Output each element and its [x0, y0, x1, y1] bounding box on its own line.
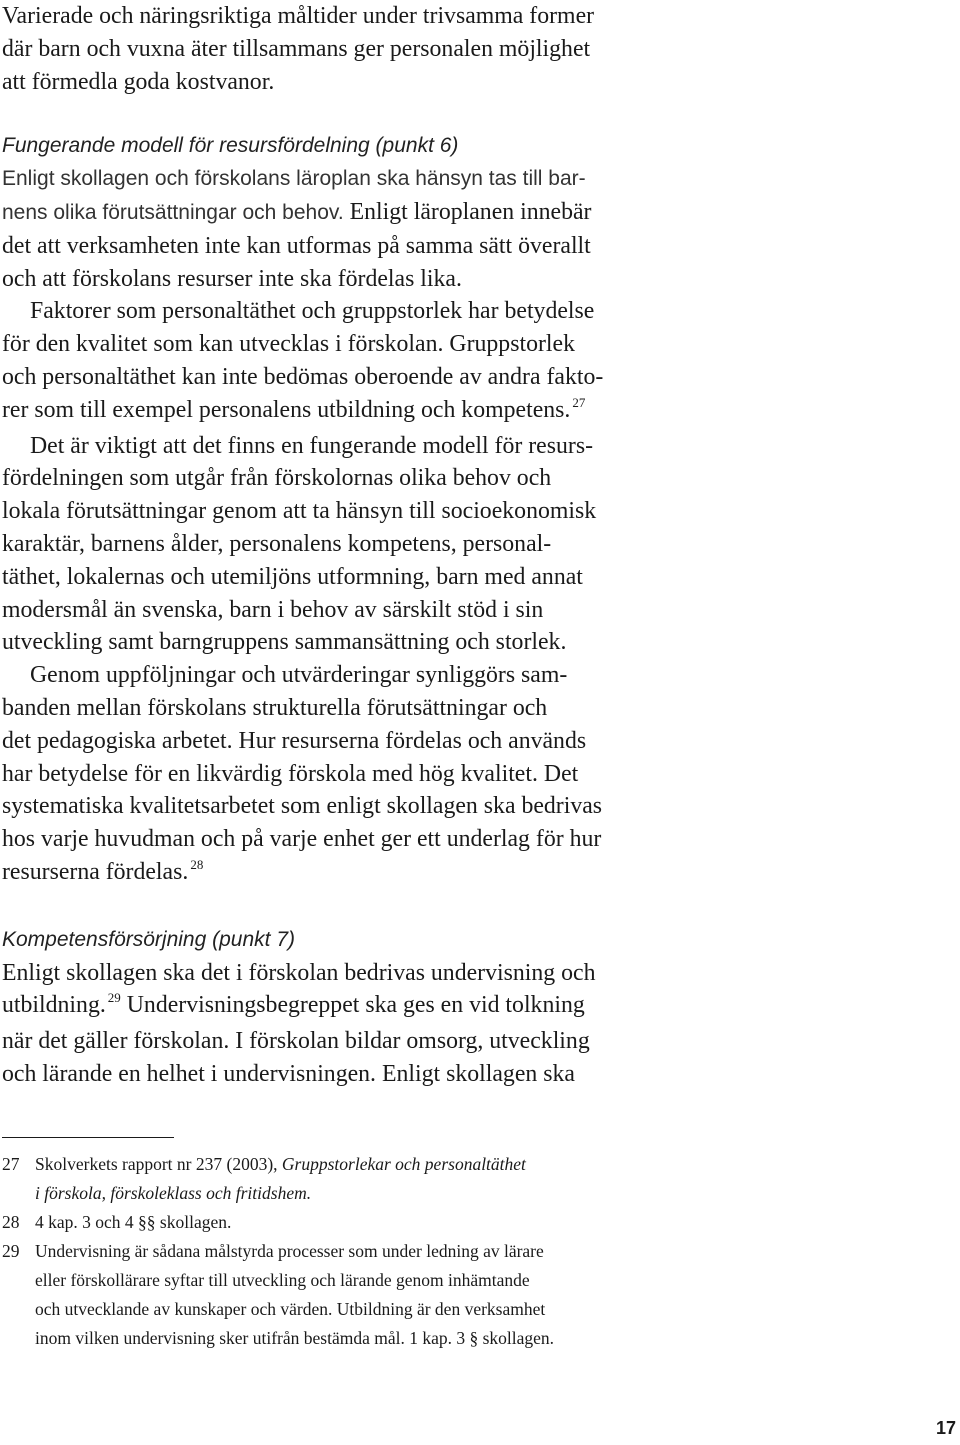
- footnote-number: 29: [2, 1241, 20, 1261]
- footnote-ref: 28: [190, 856, 204, 872]
- text-line: Faktorer som personaltäthet och gruppstorlek har betydelse: [30, 298, 595, 325]
- text-fragment: resurserna fördelas.: [2, 858, 189, 885]
- footnote-line: [2, 1208, 702, 1237]
- main-text: [2, 0, 662, 1091]
- footnote-divider: [2, 1137, 174, 1138]
- text-line: karaktär, barnens ålder, personalens kompetens, personal-: [2, 530, 552, 557]
- text-line: [2, 989, 662, 1025]
- text-fragment: 4 kap. 3 och 4 §§ skollagen.: [35, 1212, 232, 1232]
- footnote-27: [2, 1150, 702, 1208]
- text-line: täthet, lokalernas och utemiljöns utformning, barn med annat: [2, 563, 583, 590]
- text-line: Det är viktigt att det finns en fungerande modell för resurs-: [30, 432, 594, 459]
- text-line: systematiska kvalitetsarbetet som enligt skollagen ska bedrivas: [2, 793, 603, 820]
- text-fragment: Skolverkets rapport nr 237 (2003),: [35, 1154, 282, 1174]
- text-line: och lärande en helhet i undervisningen. Enligt skollagen ska: [2, 1060, 575, 1087]
- text-fragment: nens olika förutsättningar och behov.: [2, 200, 344, 224]
- text-line: och personaltäthet kan inte bedömas oberoende av andra fakto-: [2, 363, 604, 390]
- intro-paragraph: [2, 0, 662, 98]
- footnote-line: [2, 1150, 702, 1179]
- text-line: där barn och vuxna äter tillsammans ger personalen möjlighet: [2, 35, 591, 62]
- text-line: det att verksamheten inte kan utformas på samma sätt överallt: [2, 232, 591, 259]
- text-line: banden mellan förskolans strukturella förutsättningar och: [2, 694, 548, 721]
- text-line: har betydelse för en likvärdig förskola med hög kvalitet. Det: [2, 760, 579, 787]
- section-heading: Fungerande modell för resursfördelning (punkt 6): [2, 134, 459, 158]
- text-line: när det gäller förskolan. I förskolan bildar omsorg, utveckling: [2, 1028, 590, 1055]
- footnote-line: eller förskollärare syftar till utveckling och lärande genom inhämtande: [35, 1270, 530, 1290]
- text-line: [2, 394, 662, 430]
- footnote-line: inom vilken undervisning sker utifrån bestämda mål. 1 kap. 3 § skollagen.: [35, 1328, 555, 1348]
- text-fragment: Undervisning är sådana målstyrda processer som under ledning av lärare: [35, 1241, 544, 1261]
- section-resource-allocation: [2, 130, 662, 891]
- text-line: Enligt skollagen ska det i förskolan bedrivas undervisning och: [2, 959, 596, 986]
- footnote-line: och utvecklande av kunskaper och värden. Utbildning är den verksamhet: [35, 1299, 546, 1319]
- text-fragment: Undervisningsbegreppet ska ges en vid tolkning: [120, 992, 585, 1019]
- text-line: Genom uppföljningar och utvärderingar synliggörs sam-: [30, 662, 568, 689]
- text-fragment: utbildning.: [2, 992, 106, 1019]
- text-line: lokala förutsättningar genom att ta hänsyn till socioekonomisk: [2, 498, 597, 525]
- footnote-number: 28: [2, 1212, 20, 1232]
- footnote-line: i förskola, förskoleklass och fritidshem.: [35, 1183, 312, 1203]
- section-heading: Kompetensförsörjning (punkt 7): [2, 927, 295, 951]
- footnote-number: 27: [2, 1154, 20, 1174]
- footnote-ref: 27: [572, 394, 586, 410]
- footnote-29: [2, 1237, 702, 1353]
- text-fragment: rer som till exempel personalens utbildning och kompetens.: [2, 396, 571, 423]
- footnotes: [2, 1150, 702, 1353]
- page-number: 17: [935, 1418, 956, 1438]
- text-line: [2, 196, 662, 230]
- footnote-ref: 29: [107, 990, 121, 1006]
- text-line: Enligt skollagen och förskolans läroplan ska hänsyn tas till bar-: [2, 167, 586, 191]
- text-line: det pedagogiska arbetet. Hur resurserna fördelas och används: [2, 727, 587, 754]
- text-line: modersmål än svenska, barn i behov av särskilt stöd i sin: [2, 596, 544, 623]
- text-line: Varierade och näringsriktiga måltider under trivsamma former: [2, 3, 595, 29]
- text-line: utveckling samt barngruppens sammansättning och storlek.: [2, 629, 567, 656]
- footnote-28: [2, 1208, 702, 1237]
- text-line: [2, 856, 662, 892]
- text-line: och att förskolans resurser inte ska fördelas lika.: [2, 265, 462, 292]
- footnote-line: [2, 1237, 702, 1266]
- text-fragment: Enligt läroplanen innebär: [343, 198, 592, 225]
- text-line: hos varje huvudman och på varje enhet ger ett underlag för hur: [2, 826, 602, 853]
- section-competence: [2, 924, 662, 1091]
- text-line: fördelningen som utgår från förskolornas olika behov och: [2, 465, 552, 492]
- text-line: att förmedla goda kostvanor.: [2, 68, 275, 95]
- text-line: för den kvalitet som kan utvecklas i förskolan. Gruppstorlek: [2, 331, 575, 358]
- text-fragment: Gruppstorlekar och personaltäthet: [281, 1154, 526, 1174]
